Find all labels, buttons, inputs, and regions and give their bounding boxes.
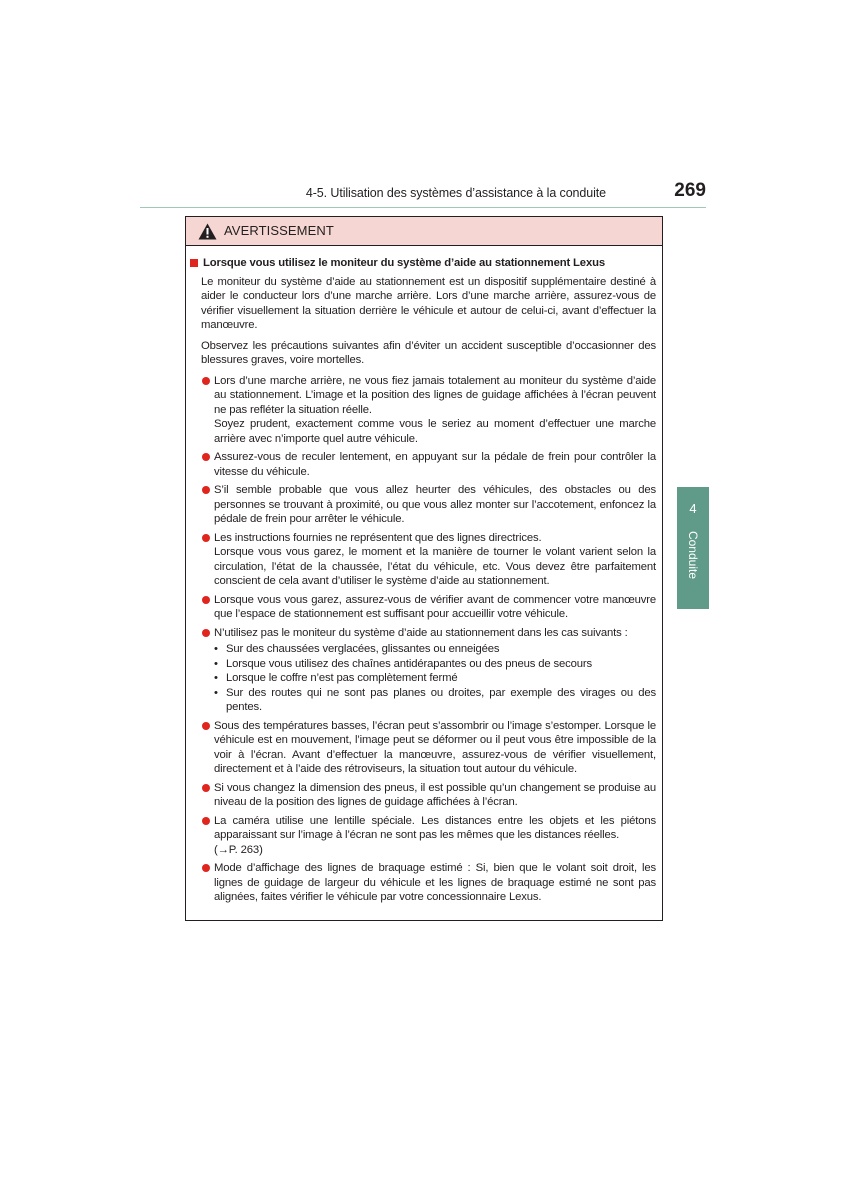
- precaution-item: [190, 483, 656, 527]
- red-bullet-icon: [202, 377, 210, 385]
- condition-text: Sur des chaussées verglacées, glissantes ou enneigées: [226, 643, 500, 655]
- precaution-item: [190, 626, 656, 715]
- precaution-line: Lorsque vous vous garez, le moment et la manière de tourner le volant varient selon la circulation, l’état de la chaussée, l’état du véhicule, etc. Vous devez être parfaitement conscient de cela avant d’utiliser le système d’aide au stationnement.: [214, 546, 656, 587]
- condition-text: Sur des routes qui ne sont pas planes ou droites, par exemple des virages ou des pentes.: [226, 686, 656, 713]
- precaution-line: (→P. 263): [214, 843, 263, 856]
- warning-title: AVERTISSEMENT: [224, 223, 334, 238]
- precaution-text: [214, 531, 656, 589]
- precaution-list: [190, 374, 656, 905]
- precaution-text: [214, 593, 656, 622]
- red-bullet-icon: [202, 596, 210, 604]
- precaution-line: Si vous changez la dimension des pneus, il est possible qu’un changement se produise au niveau de la position des lignes de guidage affichées à l’écran.: [214, 781, 656, 808]
- precaution-item: [190, 593, 656, 622]
- intro-paragraph: Observez les précautions suivantes afin d’éviter un accident susceptible d’occasionner des blessures graves, voire mortelles.: [201, 339, 656, 366]
- red-bullet-icon: [202, 534, 210, 542]
- precaution-item: [190, 781, 656, 810]
- precaution-item: [190, 719, 656, 777]
- small-bullet-icon: •: [214, 657, 218, 670]
- precaution-text: [214, 814, 656, 858]
- red-bullet-icon: [202, 817, 210, 825]
- chapter-side-tab: [677, 487, 709, 609]
- condition-item: [214, 671, 656, 686]
- page-number: 269: [674, 180, 706, 201]
- chapter-number: 4: [689, 501, 697, 516]
- precaution-line: N’utilisez pas le moniteur du système d’aide au stationnement dans les cas suivants :: [214, 626, 628, 639]
- precaution-line: Mode d’affichage des lignes de braquage estimé : Si, bien que le volant soit droit, les lignes de guidage de largeur du véhicule et les lignes de braquage estimé ne sont pas alignées, faites vérifier le véhicule par votre concessionnaire Lexus.: [214, 862, 656, 903]
- precaution-item: [190, 861, 656, 905]
- warning-triangle-icon: [198, 223, 217, 240]
- precaution-text: [214, 450, 656, 479]
- condition-sublist: [214, 642, 656, 715]
- precaution-line: Soyez prudent, exactement comme vous le seriez au moment d’effectuer une marche arrière avec n’importe quel autre véhicule.: [214, 418, 656, 445]
- subheading-text: Lorsque vous utilisez le moniteur du système d’aide au stationnement Lexus: [203, 257, 605, 269]
- intro-paragraph: Le moniteur du système d’aide au stationnement est un dispositif supplémentaire destiné à aider le conducteur lors d’une marche arrière. Lors d’une marche arrière, assurez-vous de vérifier visuellement la situation derrière le véhicule et autour de celui-ci, avant d’effectuer la manœuvre.: [201, 275, 656, 331]
- condition-text: Lorsque vous utilisez des chaînes antidérapantes ou des pneus de secours: [226, 657, 593, 670]
- red-bullet-icon: [202, 864, 210, 872]
- precaution-line: Lors d’une marche arrière, ne vous fiez jamais totalement au moniteur du système d’aide au stationnement. L’image et la position des lignes de guidage affichées à l’écran peuvent ne pas refléter la situation réelle.: [214, 374, 656, 416]
- precaution-text: [214, 374, 656, 447]
- condition-item: [214, 642, 656, 657]
- precaution-text: [214, 483, 656, 527]
- precaution-item: [190, 450, 656, 479]
- warning-subheading: [190, 256, 656, 271]
- precaution-line: Sous des températures basses, l’écran peut s’assombrir ou l’image s’estomper. Lorsque le véhicule est en mouvement, l’image peut se déformer ou il peut vous être impossible de la voir à l’écran. Avant d’effectuer la manœuvre, assurez-vous de vérifier visuellement, directement et à l’aide des rétroviseurs, la situation tout autour du véhicule.: [214, 719, 656, 775]
- precaution-text: [214, 626, 656, 715]
- condition-item: [214, 686, 656, 715]
- precaution-line: Les instructions fournies ne représentent que des lignes directrices.: [214, 531, 542, 544]
- warning-box: [185, 216, 663, 921]
- precaution-item: [190, 531, 656, 589]
- precaution-line: S’il semble probable que vous allez heurter des véhicules, des obstacles ou des personnes se trouvant à proximité, ou que vous allez monter sur l’accotement, enfoncez la pédale de frein pour arrêter le véhicule.: [214, 484, 656, 525]
- precaution-line: Assurez-vous de reculer lentement, en appuyant sur la pédale de frein pour contrôler la vitesse du véhicule.: [214, 451, 656, 478]
- condition-item: [214, 657, 656, 672]
- red-bullet-icon: [202, 722, 210, 730]
- chapter-label: Conduite: [686, 530, 700, 580]
- precaution-line: Lorsque vous vous garez, assurez-vous de vérifier avant de commencer votre manœuvre que l’espace de stationnement est suffisant pour accueillir votre véhicule.: [214, 593, 656, 620]
- condition-text: Lorsque le coffre n’est pas complètement fermé: [226, 672, 458, 684]
- red-bullet-icon: [202, 784, 210, 792]
- page-header: [140, 180, 706, 208]
- precaution-line: La caméra utilise une lentille spéciale. Les distances entre les objets et les piétons apparaissant sur l’image à l’écran ne sont pas les mêmes que les distances réelles.: [214, 814, 656, 841]
- precaution-item: [190, 814, 656, 858]
- precaution-text: [214, 719, 656, 777]
- small-bullet-icon: •: [214, 643, 218, 655]
- warning-header: [186, 217, 662, 246]
- small-bullet-icon: •: [214, 672, 218, 684]
- warning-body: [186, 246, 662, 905]
- precaution-text: [214, 781, 656, 810]
- section-title: 4-5. Utilisation des systèmes d’assistance à la conduite: [305, 186, 606, 200]
- red-bullet-icon: [202, 629, 210, 637]
- small-bullet-icon: •: [214, 686, 218, 699]
- precaution-text: [214, 861, 656, 905]
- red-bullet-icon: [202, 486, 210, 494]
- red-bullet-icon: [202, 453, 210, 461]
- red-square-marker-icon: [190, 259, 198, 267]
- precaution-item: [190, 374, 656, 447]
